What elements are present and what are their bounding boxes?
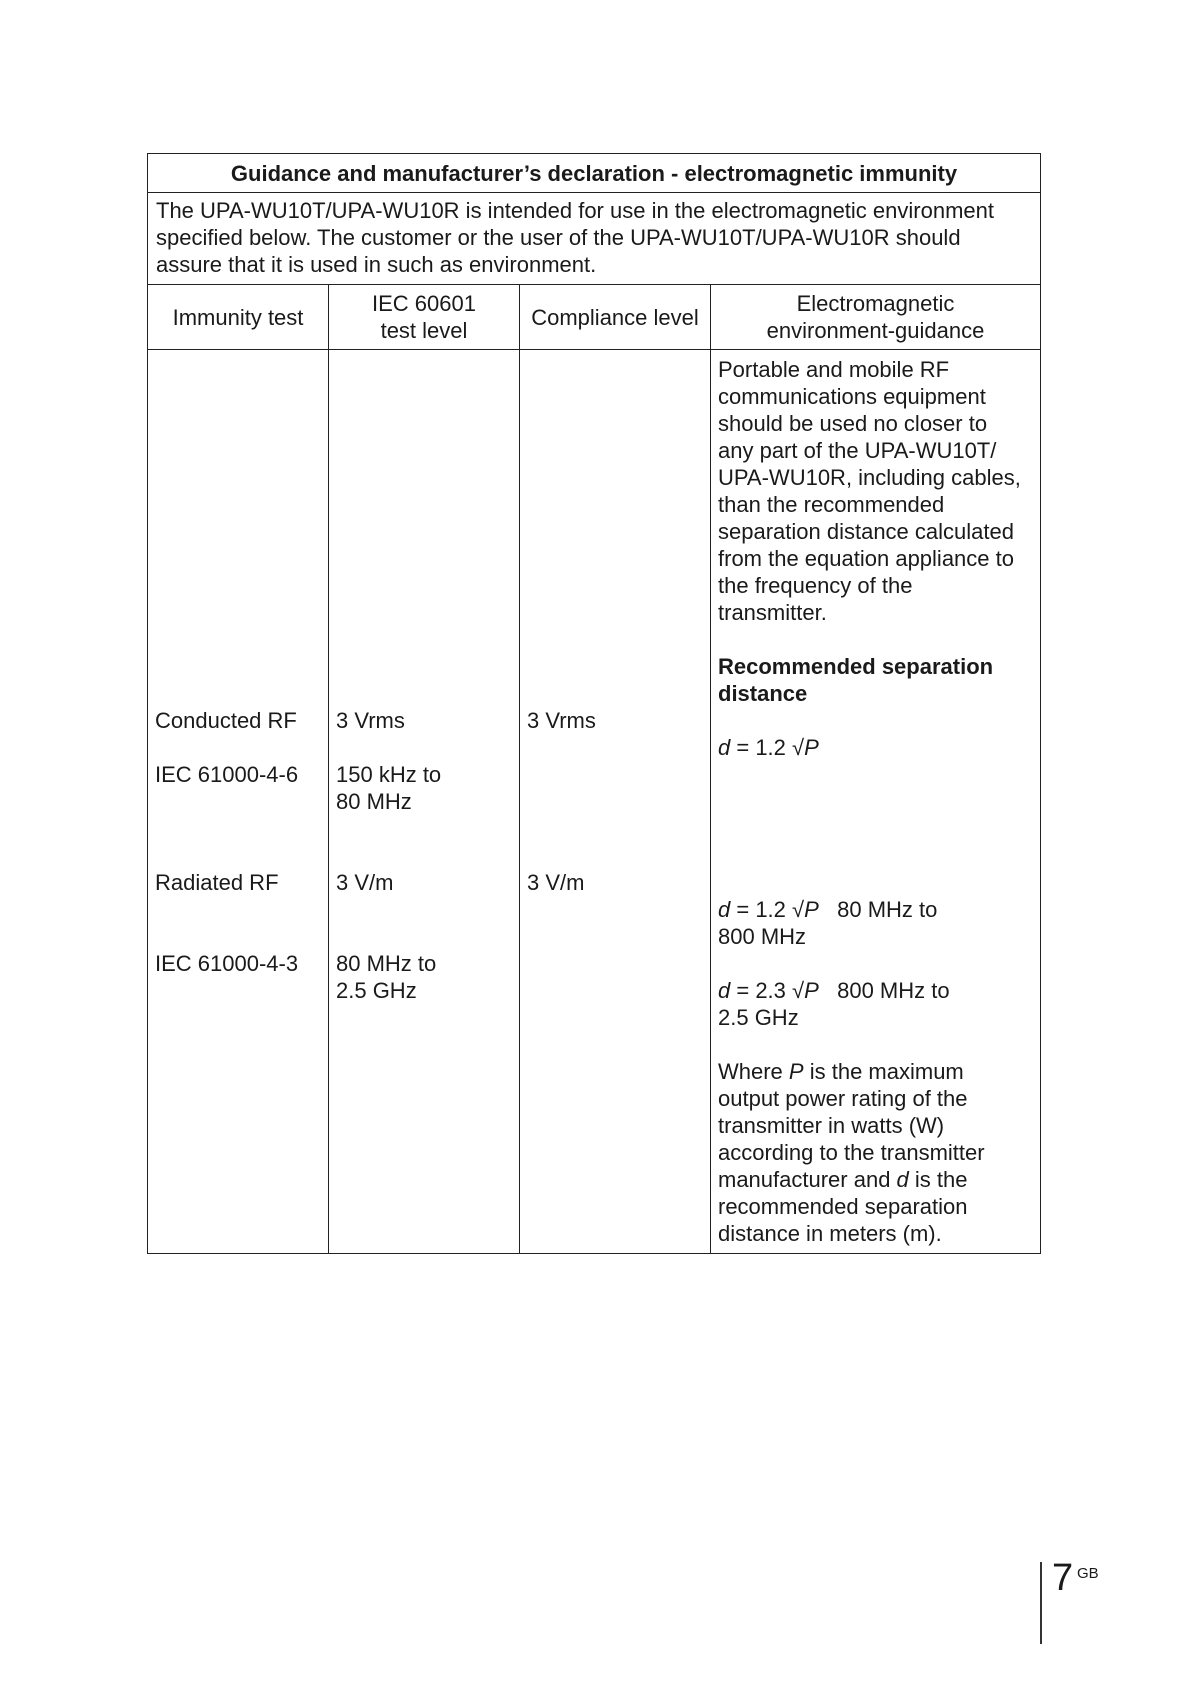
intro-line: specified below. The customer or the user of the UPA-WU10T/UPA-WU10R should — [156, 225, 961, 250]
radiated-standard: IEC 61000-4-3 — [155, 951, 299, 976]
guidance-line: transmitter. — [718, 600, 827, 625]
recommended-heading: distance — [718, 681, 808, 706]
guidance-line: Portable and mobile RF — [718, 357, 950, 382]
conducted-compliance: 3 Vrms — [527, 708, 596, 733]
header-guidance: Electromagnetic environment-guidance — [711, 285, 1041, 350]
where-line: Where P is the maximum — [718, 1059, 964, 1084]
radiated-rf-label: Radiated RF — [155, 870, 279, 895]
emc-immunity-table — [147, 153, 1041, 1254]
guidance-line: the frequency of the — [718, 573, 913, 598]
guidance-line: separation distance calculated — [718, 519, 1014, 544]
guidance-column — [711, 350, 1041, 1254]
where-line: manufacturer and d is the — [718, 1167, 968, 1192]
radiated-formula-2-cont: 2.5 GHz — [718, 1005, 799, 1030]
guidance-line: UPA-WU10R, including cables, — [718, 465, 1021, 490]
page-number: 7 — [1052, 1557, 1074, 1599]
conducted-range: 150 kHz to — [336, 762, 442, 787]
intro-paragraph — [148, 193, 1041, 285]
radiated-range: 80 MHz to — [336, 951, 437, 976]
radiated-level: 3 V/m — [336, 870, 394, 895]
conducted-range: 80 MHz — [336, 789, 412, 814]
header-row — [148, 285, 1041, 350]
radiated-formula-2: d = 2.3 √P 800 MHz to — [718, 978, 950, 1003]
header-compliance: Compliance level — [520, 285, 711, 350]
guidance-line: communications equipment — [718, 384, 986, 409]
iec-level-column — [329, 350, 520, 1254]
intro-line: The UPA-WU10T/UPA-WU10R is intended for use in the electromagnetic environment — [156, 198, 994, 223]
where-line: according to the transmitter — [718, 1140, 985, 1165]
compliance-column — [520, 350, 711, 1254]
radiated-range: 2.5 GHz — [336, 978, 417, 1003]
table-title: Guidance and manufacturer’s declaration - electromagnetic immunity — [148, 154, 1041, 193]
immunity-test-column — [148, 350, 329, 1254]
conducted-standard: IEC 61000-4-6 — [155, 762, 299, 787]
page-number-suffix: GB — [1077, 1565, 1099, 1582]
header-immunity-test: Immunity test — [148, 285, 329, 350]
radiated-formula-1: d = 1.2 √P 80 MHz to — [718, 897, 938, 922]
table-row — [148, 350, 1041, 1254]
guidance-line: than the recommended — [718, 492, 945, 517]
where-line: distance in meters (m). — [718, 1221, 942, 1246]
guidance-line: should be used no closer to — [718, 411, 988, 436]
guidance-line: from the equation appliance to — [718, 546, 1014, 571]
radiated-formula-1-cont: 800 MHz — [718, 924, 807, 949]
recommended-heading: Recommended separation — [718, 654, 994, 679]
where-line: recommended separation — [718, 1194, 968, 1219]
conducted-level: 3 Vrms — [336, 708, 405, 733]
where-line: output power rating of the — [718, 1086, 968, 1111]
radiated-compliance: 3 V/m — [527, 870, 585, 895]
intro-line: assure that it is used in such as environment. — [156, 252, 597, 277]
guidance-line: any part of the UPA-WU10T/ — [718, 438, 997, 463]
header-iec-level: IEC 60601 test level — [329, 285, 520, 350]
page-number-rule — [1040, 1562, 1042, 1644]
where-line: transmitter in watts (W) — [718, 1113, 945, 1138]
conducted-formula: d = 1.2 √P — [718, 735, 819, 760]
conducted-rf-label: Conducted RF — [155, 708, 297, 733]
